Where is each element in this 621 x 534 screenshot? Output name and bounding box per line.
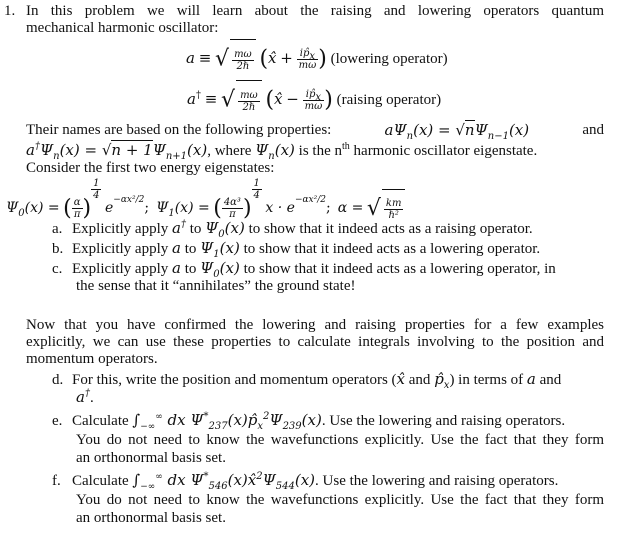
part-f-calc: Calculate: [72, 473, 129, 489]
part-c-line-2: the sense that it “annihilates” the ground state!: [76, 278, 356, 294]
part-f-label: f.: [52, 473, 61, 489]
names-line-1: [26, 121, 604, 142]
part-b-text-post: to: [184, 241, 197, 257]
part-c-label: c.: [52, 261, 63, 277]
names-line-2: $a^\dagger\Psi_n(x) = √n + 1\Psi_{n+1}(x)$, where $\Psi_n(x)$ is the $n^{th}$ harmonic oscillator eigenstate.: [26, 141, 538, 162]
part-f: [52, 472, 558, 490]
transition-line-3: momentum operators.: [26, 351, 158, 367]
names-line-1-tail: and: [582, 122, 604, 138]
part-f-line-3: an orthonormal basis set.: [76, 510, 226, 526]
part-f-text-post: . Use the lowering and raising operators.: [315, 473, 559, 489]
part-e-line-2: You do not need to know the wavefunctions explicitly. Use the fact that they form: [76, 432, 604, 448]
part-b-text-pre: Explicitly apply: [72, 241, 169, 257]
part-d-label: d.: [52, 372, 64, 388]
part-b: b. Explicitly apply a to $\Psi_1(x)$ to show that it indeed acts as a lowering operator.: [52, 239, 541, 260]
transition-line-1: Now that you have confirmed the lowering and raising properties for a few examples: [26, 317, 604, 333]
part-e-integral: $\int_{-\infty}^\infty$ dx $\Psi^*_{237}(x)p̂_x^2\Psi_{239}(x)$: [132, 411, 322, 432]
part-d: d. For this, write the position and momentum operators (x̂ and $p̂_x$) in terms of a and: [52, 370, 562, 391]
part-f-integral: $\int_{-\infty}^\infty$ dx $\Psi^*_{546}(x)x̂^2\Psi_{544}(x)$: [132, 471, 316, 492]
names-line-2-tail: is the n: [298, 143, 342, 159]
lowering-operator-equation: a ≡ √ $\frac{m\omega}{\text{2ℏ}}$ (x̂ + $\frac{ip̂_x}{m\omega}$ ) (lowering operator): [186, 38, 448, 78]
part-a-label: a.: [52, 221, 63, 237]
problem-number: 1.: [4, 3, 16, 19]
part-d-text-post: ) in terms of: [449, 372, 524, 388]
part-a: a. Explicitly apply a† to $\Psi_0(x)$ to show that it indeed acts as a raising operator.: [52, 219, 533, 240]
part-b-label: b.: [52, 241, 64, 257]
part-a-text-pre: Explicitly apply: [72, 221, 169, 237]
intro-line-2: mechanical harmonic oscillator:: [26, 20, 219, 36]
names-line-1-text: Their names are based on the following properties:: [26, 122, 332, 138]
part-e-text-post: . Use the lowering and raising operators.: [321, 413, 566, 429]
part-d-line-2: a†.: [76, 388, 94, 406]
part-c: c. Explicitly apply a to $\Psi_0(x)$ to show that it indeed acts as a lowering operator, in: [52, 259, 556, 280]
names-line-2-sup: th: [342, 141, 350, 152]
transition-line-2: explicitly, we can use these properties to calculate integrals involving to the position and: [26, 334, 604, 350]
raising-property: $a^\dagger\Psi_n(x) = √n + 1\Psi_{n+1}(x)$: [26, 141, 208, 162]
part-e-label: e.: [52, 413, 63, 429]
part-d-text-and: and: [408, 372, 431, 388]
names-line-2-end: harmonic oscillator eigenstate.: [349, 143, 538, 159]
part-a-text-post: to: [189, 221, 202, 237]
consider-line: Consider the first two energy eigenstates:: [26, 160, 275, 176]
eigenstates-equation: $\Psi_0(x)$ = ( $\frac{\alpha}{\pi}$ ) $^{\frac{1}{4}}$ $e^{-\alpha x^2/2}$; $\Psi_1(x)$ = ( $\frac{\text{4α³}}{\pi}$ ) $^{\frac{1}{4}}$ $x \cdot e^{-\alpha x^2/2}$; α = √ $\frac{km}{\text{ℏ²}}$: [6, 178, 405, 216]
lowering-property: $a\Psi_n(x) = √n\Psi_{n-1}(x)$: [384, 121, 530, 142]
intro-line-1: In this problem we will learn about the raising and lowering operators quantum: [26, 3, 604, 19]
part-d-text-pre: For this, write the position and momentum operators (: [72, 372, 397, 388]
part-e-calc: Calculate: [72, 413, 129, 429]
part-b-text-end: to show that it indeed acts as a lowering operator.: [243, 241, 541, 257]
part-e-line-3: an orthonormal basis set.: [76, 450, 226, 466]
names-line-2-mid: , where: [207, 143, 252, 159]
part-c-text-post: to: [184, 261, 197, 277]
part-c-text-end: to show that it indeed acts as a lowering operator, in: [243, 261, 556, 277]
lowering-operator-label: (lowering operator): [330, 51, 448, 67]
raising-operator-equation: a† ≡ √ $\frac{m\omega}{\text{2ℏ}}$ (x̂ − $\frac{ip̂_x}{m\omega}$ ) (raising operator): [187, 79, 441, 119]
part-c-text-pre: Explicitly apply: [72, 261, 169, 277]
part-e: [52, 412, 565, 430]
part-d-text-and-2: and: [539, 372, 562, 388]
part-a-text-end: to show that it indeed acts as a raising operator.: [248, 221, 533, 237]
raising-operator-label: (raising operator): [336, 92, 442, 108]
part-f-line-2: You do not need to know the wavefunctions explicitly. Use the fact that they form: [76, 492, 604, 508]
